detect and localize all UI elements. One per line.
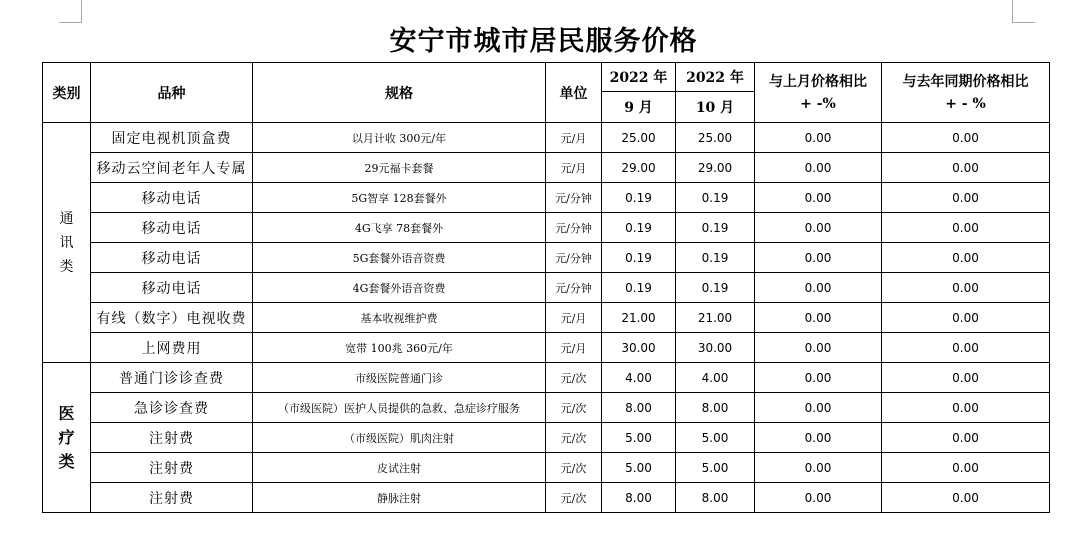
table-row	[43, 303, 1050, 333]
crop-mark-top-right	[1012, 0, 1035, 23]
unit-cell: 元/分钟	[546, 183, 602, 213]
sep-price-cell: 29.00	[602, 153, 676, 183]
table-row	[43, 243, 1050, 273]
header-sep-month: 9 月	[602, 92, 676, 123]
mom-change-cell: 0.00	[755, 273, 882, 303]
mom-change-cell: 0.00	[755, 213, 882, 243]
spec-cell: （市级医院）肌肉注射	[253, 423, 546, 453]
spec-cell: 皮试注射	[253, 453, 546, 483]
item-cell: 注射费	[91, 453, 253, 483]
table-row	[43, 393, 1050, 423]
sep-price-cell: 5.00	[602, 453, 676, 483]
unit-cell: 元/次	[546, 363, 602, 393]
yoy-change-cell: 0.00	[882, 213, 1050, 243]
header-sep-year: 2022 年	[602, 63, 676, 92]
unit-cell: 元/分钟	[546, 243, 602, 273]
item-cell: 移动电话	[91, 183, 253, 213]
header-mom-line2: + -%	[800, 95, 836, 112]
header-year-on-year	[882, 63, 1050, 123]
item-cell: 有线（数字）电视收费	[91, 303, 253, 333]
sep-price-cell: 30.00	[602, 333, 676, 363]
item-cell: 移动电话	[91, 273, 253, 303]
spec-cell: 5G智享 128套餐外	[253, 183, 546, 213]
document-title: 安宁市城市居民服务价格	[389, 26, 698, 57]
oct-price-cell: 25.00	[676, 123, 755, 153]
oct-price-cell: 30.00	[676, 333, 755, 363]
unit-cell: 元/月	[546, 333, 602, 363]
yoy-change-cell: 0.00	[882, 123, 1050, 153]
category-medical	[43, 363, 91, 513]
item-cell: 移动电话	[91, 243, 253, 273]
yoy-change-cell: 0.00	[882, 303, 1050, 333]
header-spec: 规格	[253, 63, 546, 123]
yoy-change-cell: 0.00	[882, 423, 1050, 453]
spec-cell: 5G套餐外语音资费	[253, 243, 546, 273]
item-cell: 急诊诊查费	[91, 393, 253, 423]
yoy-change-cell: 0.00	[882, 243, 1050, 273]
yoy-change-cell: 0.00	[882, 393, 1050, 423]
item-cell: 注射费	[91, 483, 253, 513]
mom-change-cell: 0.00	[755, 423, 882, 453]
unit-cell: 元/月	[546, 153, 602, 183]
spec-cell: 4G套餐外语音资费	[253, 273, 546, 303]
header-yoy-line2: + - %	[945, 95, 986, 112]
price-table	[42, 62, 1050, 513]
mom-change-cell: 0.00	[755, 183, 882, 213]
sep-price-cell: 25.00	[602, 123, 676, 153]
header-oct-year: 2022 年	[676, 63, 755, 92]
unit-cell: 元/次	[546, 483, 602, 513]
spec-cell: 市级医院普通门诊	[253, 363, 546, 393]
unit-cell: 元/月	[546, 303, 602, 333]
spec-cell: 基本收视维护费	[253, 303, 546, 333]
mom-change-cell: 0.00	[755, 303, 882, 333]
oct-price-cell: 4.00	[676, 363, 755, 393]
item-cell: 移动电话	[91, 213, 253, 243]
header-month-on-month	[755, 63, 882, 123]
spec-cell: 宽带 100兆 360元/年	[253, 333, 546, 363]
spec-cell: 以月计收 300元/年	[253, 123, 546, 153]
sep-price-cell: 0.19	[602, 213, 676, 243]
item-cell: 移动云空间老年人专属	[91, 153, 253, 183]
table-row	[43, 273, 1050, 303]
mom-change-cell: 0.00	[755, 453, 882, 483]
mom-change-cell: 0.00	[755, 393, 882, 423]
sep-price-cell: 0.19	[602, 243, 676, 273]
sep-price-cell: 21.00	[602, 303, 676, 333]
table-row	[43, 153, 1050, 183]
table-row	[43, 453, 1050, 483]
sep-price-cell: 8.00	[602, 393, 676, 423]
table-row	[43, 183, 1050, 213]
table-row	[43, 213, 1050, 243]
unit-cell: 元/次	[546, 423, 602, 453]
oct-price-cell: 8.00	[676, 393, 755, 423]
spec-cell: 29元福卡套餐	[253, 153, 546, 183]
table-row	[43, 123, 1050, 153]
sep-price-cell: 8.00	[602, 483, 676, 513]
mom-change-cell: 0.00	[755, 123, 882, 153]
yoy-change-cell: 0.00	[882, 483, 1050, 513]
unit-cell: 元/次	[546, 453, 602, 483]
oct-price-cell: 0.19	[676, 213, 755, 243]
unit-cell: 元/分钟	[546, 273, 602, 303]
yoy-change-cell: 0.00	[882, 363, 1050, 393]
sep-price-cell: 0.19	[602, 273, 676, 303]
category-char: 通	[59, 210, 74, 227]
oct-price-cell: 21.00	[676, 303, 755, 333]
mom-change-cell: 0.00	[755, 363, 882, 393]
header-yoy-line1: 与去年同期价格相比	[902, 73, 1029, 90]
yoy-change-cell: 0.00	[882, 273, 1050, 303]
mom-change-cell: 0.00	[755, 483, 882, 513]
oct-price-cell: 0.19	[676, 273, 755, 303]
header-oct-month: 10 月	[676, 92, 755, 123]
mom-change-cell: 0.00	[755, 153, 882, 183]
table-row	[43, 333, 1050, 363]
unit-cell: 元/分钟	[546, 213, 602, 243]
yoy-change-cell: 0.00	[882, 333, 1050, 363]
item-cell: 普通门诊诊查费	[91, 363, 253, 393]
sep-price-cell: 4.00	[602, 363, 676, 393]
oct-price-cell: 29.00	[676, 153, 755, 183]
category-char: 疗	[58, 427, 75, 447]
category-char: 类	[59, 258, 74, 275]
category-char: 类	[58, 451, 75, 471]
sep-price-cell: 0.19	[602, 183, 676, 213]
category-char: 讯	[59, 234, 74, 251]
item-cell: 固定电视机顶盒费	[91, 123, 253, 153]
table-row	[43, 363, 1050, 393]
mom-change-cell: 0.00	[755, 333, 882, 363]
oct-price-cell: 5.00	[676, 423, 755, 453]
unit-cell: 元/次	[546, 393, 602, 423]
oct-price-cell: 0.19	[676, 243, 755, 273]
spec-cell: （市级医院）医护人员提供的急救、急症诊疗服务	[253, 393, 546, 423]
crop-mark-top-left	[59, 0, 82, 23]
oct-price-cell: 8.00	[676, 483, 755, 513]
table-row	[43, 483, 1050, 513]
yoy-change-cell: 0.00	[882, 453, 1050, 483]
category-telecom	[43, 123, 91, 363]
oct-price-cell: 0.19	[676, 183, 755, 213]
header-mom-line1: 与上月价格相比	[769, 73, 867, 90]
mom-change-cell: 0.00	[755, 243, 882, 273]
spec-cell: 4G飞享 78套餐外	[253, 213, 546, 243]
oct-price-cell: 5.00	[676, 453, 755, 483]
header-item: 品种	[91, 63, 253, 123]
yoy-change-cell: 0.00	[882, 183, 1050, 213]
item-cell: 上网费用	[91, 333, 253, 363]
unit-cell: 元/月	[546, 123, 602, 153]
table-row	[43, 423, 1050, 453]
header-category: 类别	[43, 63, 91, 123]
header-unit: 单位	[546, 63, 602, 123]
yoy-change-cell: 0.00	[882, 153, 1050, 183]
sep-price-cell: 5.00	[602, 423, 676, 453]
category-char: 医	[58, 403, 75, 423]
spec-cell: 静脉注射	[253, 483, 546, 513]
item-cell: 注射费	[91, 423, 253, 453]
